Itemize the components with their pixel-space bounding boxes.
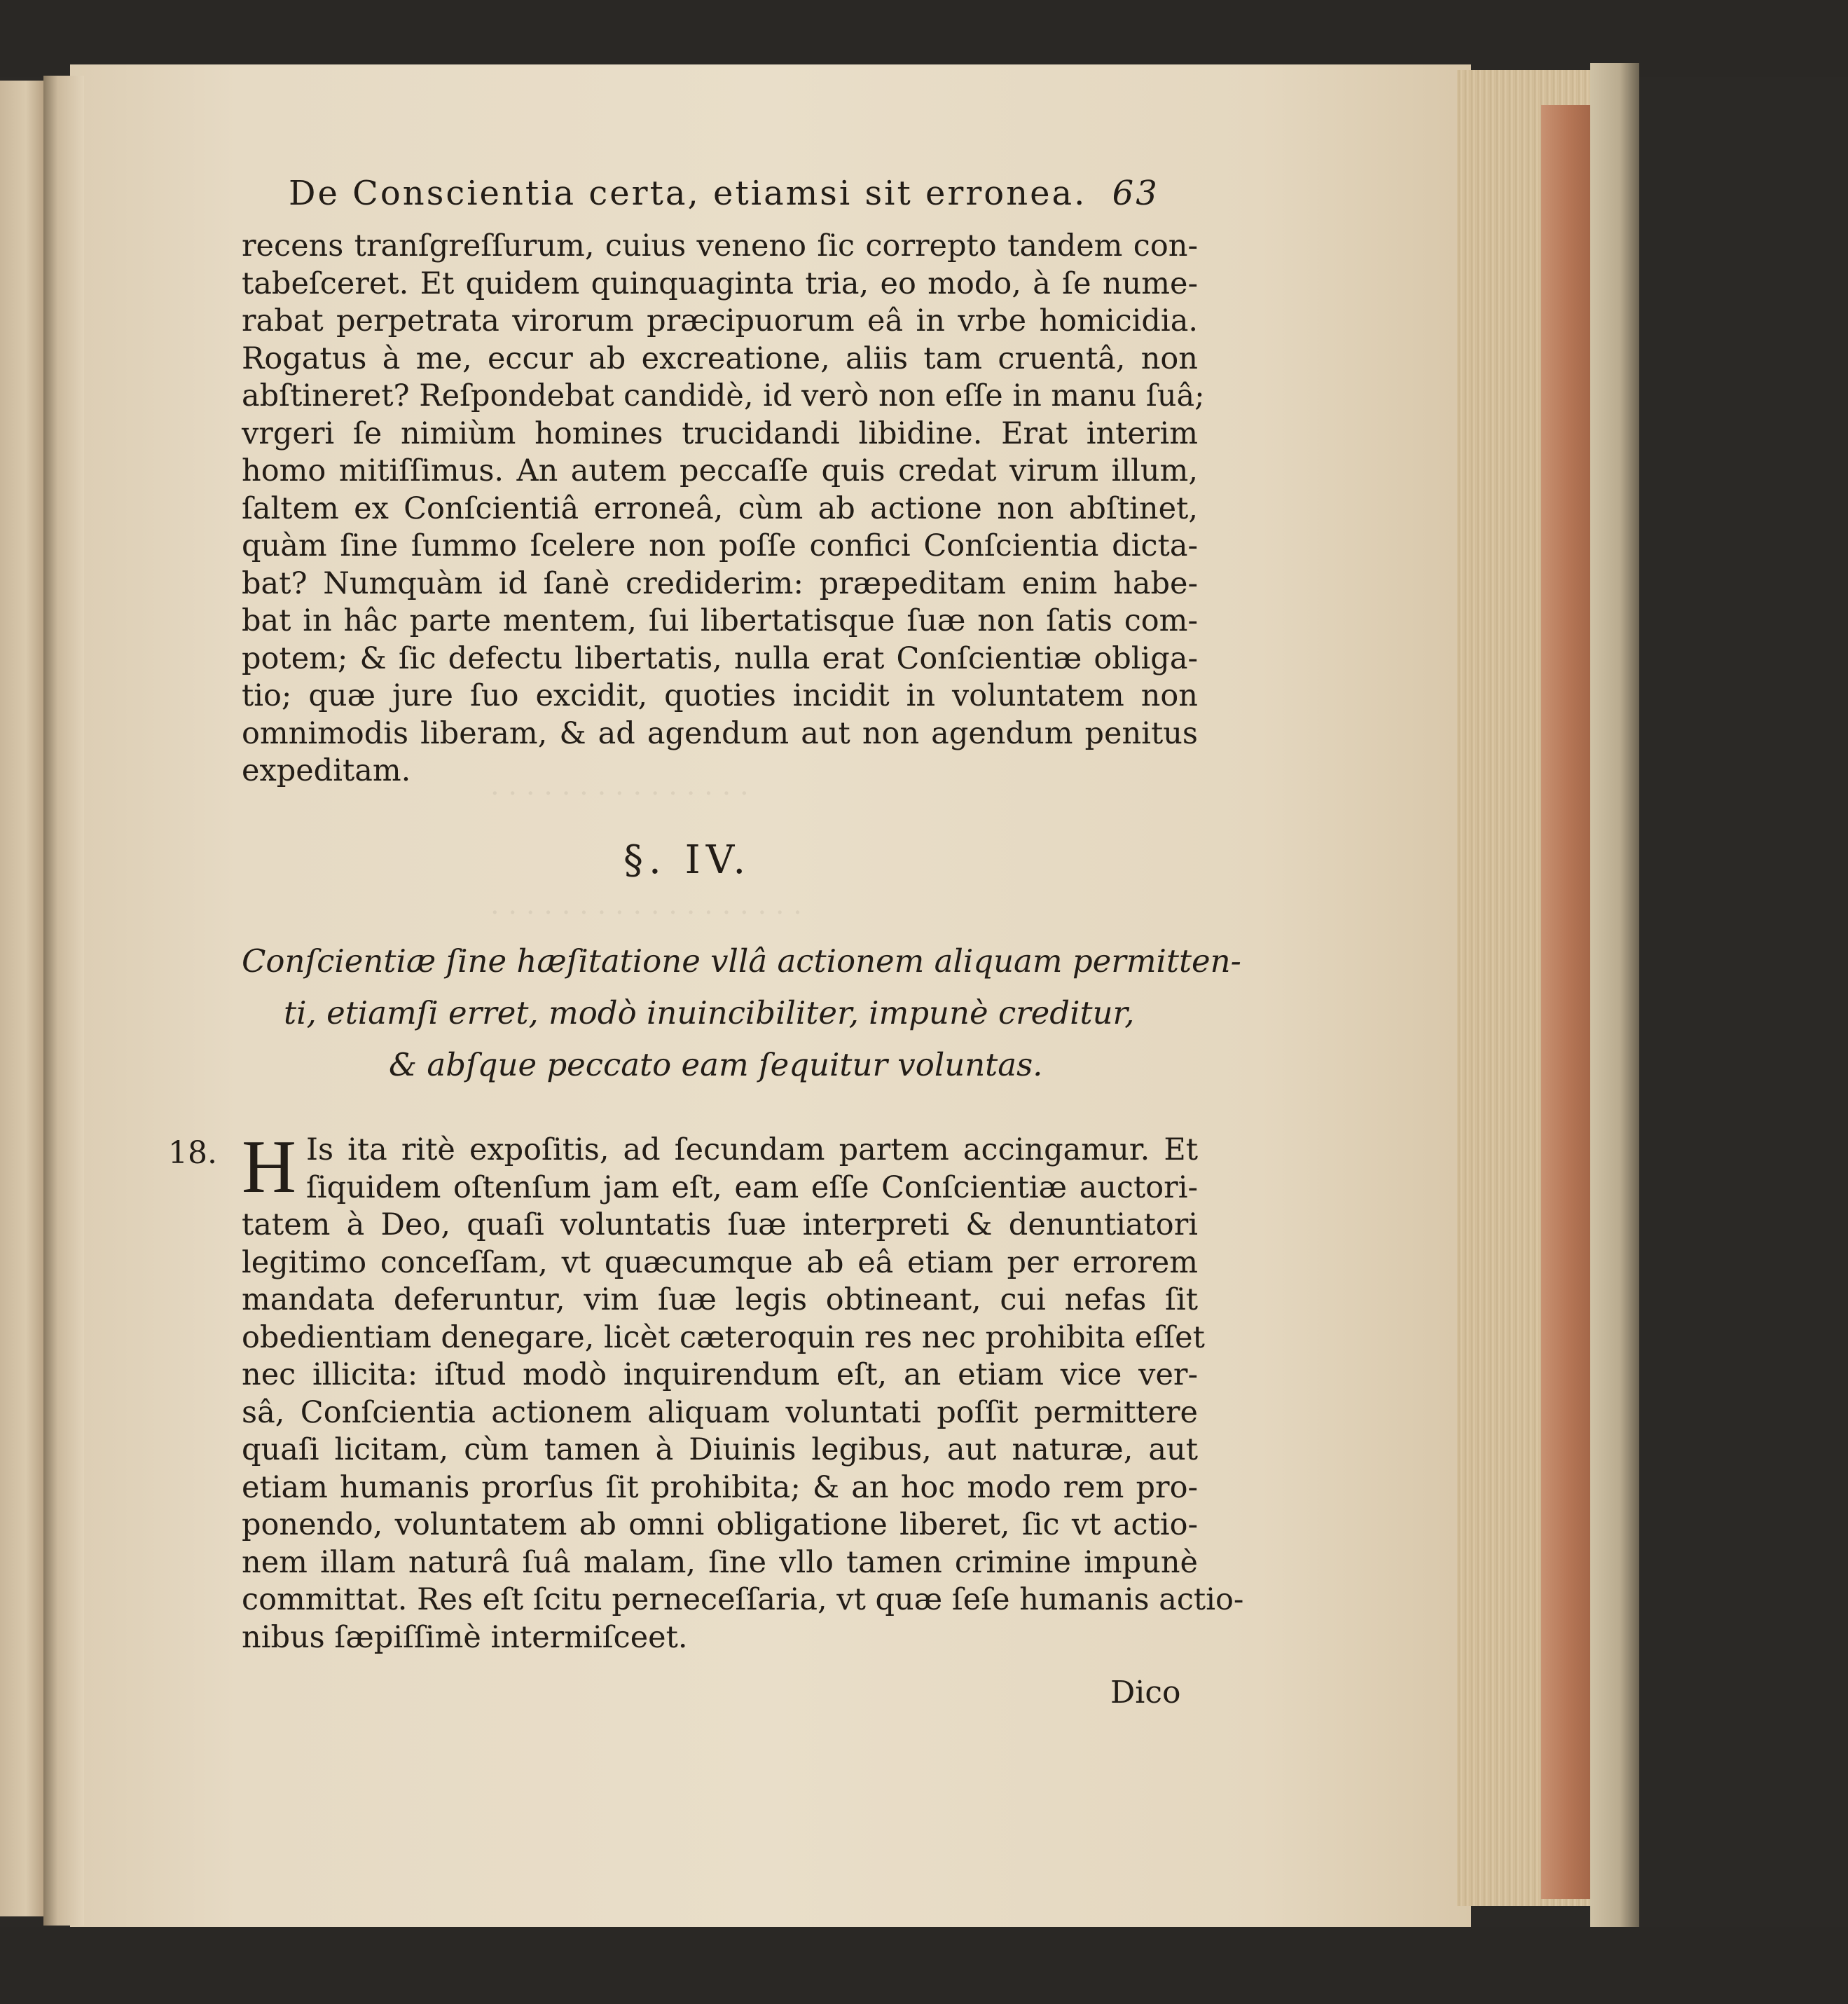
text-line: quaſi licitam, cùm tamen à Diuinis legibus, aut naturæ, aut <box>242 1432 1198 1467</box>
paragraph-1 <box>242 228 1205 790</box>
text-line: legitimo conceſſam, vt quæcumque ab eâ etiam per errorem <box>242 1244 1198 1280</box>
text-line: etiam humanis prorſus ſit prohibita; & an hoc modo rem pro- <box>242 1469 1198 1505</box>
text-line: nec illicita: iſtud modò inquirendum eſt, an etiam vice ver- <box>242 1357 1198 1392</box>
page-number: 63 <box>1112 174 1159 213</box>
text-line: Rogatus à me, eccur ab excreatione, aliis tam cruentâ, non <box>242 341 1198 376</box>
text-line: ſaltem ex Conſcientiâ erroneâ, cùm ab actione non abſtinet, <box>242 490 1198 526</box>
text-line: quàm ſine ſummo ſcelere non poſſe confici Conſcientia dicta- <box>242 528 1198 563</box>
text-line: bat? Numquàm id ſanè crediderim: præpeditam enim habe- <box>242 565 1198 601</box>
text-line: nibus ſæpiſſimè intermiſceet. <box>242 1619 688 1655</box>
background-bottom <box>0 1927 1848 2004</box>
summary-line: Conſcientiæ ſine hæſitatione vllâ actionem aliquam permitten- <box>242 942 1241 980</box>
book-photograph: · · · · · · · · · · · · · · · · · · · · · · · · · · · · · · · · · De Conscientia certa, etiamsi sit erronea. 63 recens tranſgreſſurum, cuius veneno ſic correpto tandem con- tabeſceret. Et quidem quinquaginta tria, eo modo, à ſe nume- rabat perpetrata virorum præcipuorum eâ in vrbe homicidia. Rogatus à me, eccur ab excreatione, aliis tam cruentâ, non abſtineret? Reſpondebat candidè, id verò non eſſe in manu ſuâ; vrgeri ſe nimiùm homines trucidandi libidine. Erat interim homo mitiſſimus. An autem peccaſſe quis credat virum illum, ſaltem ex Conſcientiâ erroneâ, cùm ab actione non abſtinet, quàm ſine ſummo ſcelere non poſſe confici Conſcientia dicta- bat? Numquàm id ſanè crediderim: præpeditam enim habe- bat in hâc parte mentem, ſui libertatisque ſuæ non ſatis com- potem; & ſic defectu libertatis, nulla erat Conſcientiæ obliga- tio; quæ jure ſuo excidit, quoties incidit in voluntatem non omnimodis liberam, & ad agendum aut non agendum penitus expeditam. §. IV. Conſcientiæ ſine hæſitatione vllâ actionem aliquam permitten- ti, etiamſi erret, modò inuincibiliter, impunè creditur, & abſque peccato eam ſequitur voluntas. 18. H Is ita ritè expoſitis, ad ſecundam partem accingamur. Et ſiquidem oſtenſum jam eſt, eam eſſe Conſcientiæ auctori- tatem à Deo, quaſi voluntatis ſuæ interpreti & denuntiatori legitimo conceſſam, vt quæcumque ab eâ etiam per errorem mandata deferuntur, vim ſuæ legis obtineant, cui nefas ſit obedientiam denegare, licèt cæteroquin res nec prohibita eſſet nec illicita: iſtud modò inquirendum eſt, an etiam vice ver- sâ, Conſcientia actionem aliquam voluntati poſſit permittere quaſi licitam, cùm tamen à Diuinis legibus, aut naturæ, aut etiam humanis prorſus ſit prohibita; & an hoc modo rem pro- ponendo, voluntatem ab omni obligatione liberet, ſic vt actio- nem illam naturâ ſuâ malam, ſine vllo tamen crimine impunè committat. Res eſt ſcitu perneceſſaria, vt quæ ſeſe humanis actio- nibus ſæpiſſimè intermiſceet. Dico <box>0 0 1848 2004</box>
running-header <box>289 174 1227 213</box>
text-line: homo mitiſſimus. An autem peccaſſe quis credat virum illum, <box>242 453 1198 488</box>
text-line: obedientiam denegare, licèt cæteroquin res nec prohibita eſſet <box>242 1319 1205 1355</box>
text-line: bat in hâc parte mentem, ſui libertatisque ſuæ non ſatis com- <box>242 603 1198 638</box>
text-line: committat. Res eſt ſcitu perneceſſaria, vt quæ ſeſe humanis actio- <box>242 1582 1244 1617</box>
red-sprinkled-edges <box>1541 105 1597 1899</box>
summary-line: ti, etiamſi erret, modò inuincibiliter, impunè creditur, <box>284 994 1135 1031</box>
text-line: ſiquidem oſtenſum jam eſt, eam eſſe Conſcientiæ auctori- <box>306 1169 1198 1205</box>
section-summary <box>242 935 1241 1091</box>
text-line: sâ, Conſcientia actionem aliquam voluntati poſſit permittere <box>242 1394 1198 1430</box>
text-line: tio; quæ jure ſuo excidit, quoties incidit in voluntatem non <box>242 678 1198 713</box>
text-line: expeditam. <box>242 753 411 788</box>
facing-page-edge <box>0 81 43 1916</box>
text-line: rabat perpetrata virorum præcipuorum eâ in vrbe homicidia. <box>242 303 1198 338</box>
text-line: nem illam naturâ ſuâ malam, ſine vllo tamen crimine impunè <box>242 1544 1198 1580</box>
text-line: tatem à Deo, quaſi voluntatis ſuæ interpreti & denuntiatori <box>242 1207 1198 1242</box>
drop-capital: H <box>242 1125 296 1209</box>
section-heading: §. IV. <box>623 837 752 883</box>
catchword: Dico <box>1110 1675 1181 1710</box>
text-line: omnimodis liberam, & ad agendum aut non agendum penitus <box>242 715 1198 751</box>
running-title: De Conscientia certa, etiamsi sit erronea. <box>289 174 1087 213</box>
book-gutter <box>43 76 84 1926</box>
paragraph-2 <box>242 1125 1244 1656</box>
text-line: potem; & ſic defectu libertatis, nulla erat Conſcientiæ obliga- <box>242 640 1198 676</box>
text-line: abſtineret? Reſpondebat candidè, id verò non eſſe in manu ſuâ; <box>242 378 1205 413</box>
text-line: mandata deferuntur, vim ſuæ legis obtineant, cui nefas ſit <box>242 1282 1198 1317</box>
text-line: vrgeri ſe nimiùm homines trucidandi libidine. Erat interim <box>242 416 1198 451</box>
margin-paragraph-number: 18. <box>168 1135 217 1171</box>
book-cover-edge <box>1590 63 1639 1927</box>
summary-line: & abſque peccato eam ſequitur voluntas. <box>389 1046 1043 1083</box>
text-line: recens tranſgreſſurum, cuius veneno ſic correpto tandem con- <box>242 228 1198 263</box>
text-line: tabeſceret. Et quidem quinquaginta tria, eo modo, à ſe nume- <box>242 266 1198 301</box>
text-line: Is ita ritè expoſitis, ad ſecundam partem accingamur. Et <box>306 1132 1198 1167</box>
text-line: ponendo, voluntatem ab omni obligatione liberet, ſic vt actio- <box>242 1507 1198 1542</box>
